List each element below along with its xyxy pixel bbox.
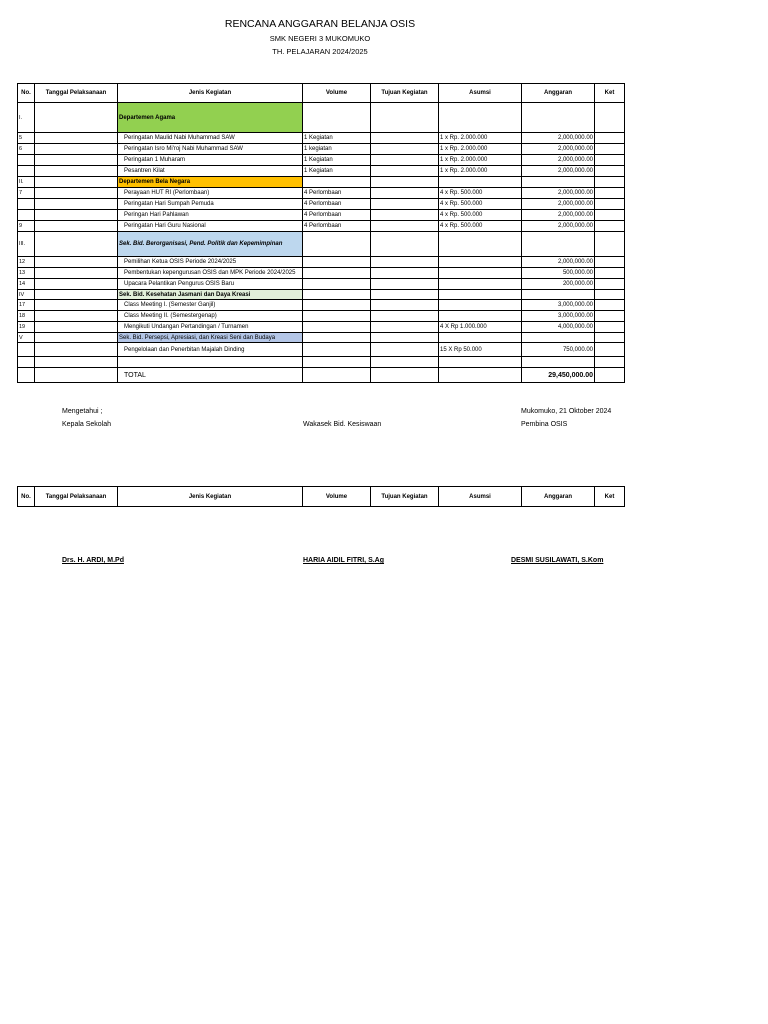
school-name: SMK NEGERI 3 MUKOMUKO <box>269 34 371 43</box>
row-volume: 1 Kegiatan <box>303 166 371 177</box>
row-assumption: 4 x Rp. 500.000 <box>439 199 522 210</box>
row-number <box>18 166 35 177</box>
acknowledged-label: Mengetahui ; <box>62 408 103 415</box>
name-principal: Drs. H. ARDI, M.Pd <box>62 557 124 564</box>
repeated-header-table <box>17 486 625 507</box>
row-budget: 3,000,000.00 <box>522 311 595 322</box>
row-number: 17 <box>18 300 35 311</box>
row-volume: 1 Kegiatan <box>303 133 371 144</box>
row-activity: Upacara Pelantikan Pengurus OSIS Baru <box>118 279 303 290</box>
row-activity: Pemilihan Ketua OSIS Periode 2024/2025 <box>118 257 303 268</box>
row-assumption <box>439 311 522 322</box>
table-row <box>18 155 625 166</box>
row-number: 19 <box>18 322 35 333</box>
row-assumption: 4 x Rp. 500.000 <box>439 210 522 221</box>
row-budget: 2,000,000.00 <box>522 155 595 166</box>
col-header-volume: Volume <box>303 487 371 507</box>
role-principal: Kepala Sekolah <box>62 421 112 428</box>
total-label: TOTAL <box>118 368 303 383</box>
row-activity: Peringatan Hari Sumpah Pemuda <box>118 199 303 210</box>
section-row <box>18 177 625 188</box>
section-row <box>18 103 625 133</box>
section-number: V <box>18 333 35 343</box>
row-activity: Pesantren Kilat <box>118 166 303 177</box>
table-row <box>18 188 625 199</box>
table-row <box>18 199 625 210</box>
col-header-notes: Ket <box>595 84 625 103</box>
role-vice-principal: Wakasek Bid. Kesiswaan <box>303 421 382 428</box>
section-title: Departemen Bela Negara <box>118 177 303 188</box>
col-header-purpose: Tujuan Kegiatan <box>371 84 439 103</box>
row-assumption: 15 X Rp 50.000 <box>439 343 522 357</box>
table-row <box>18 166 625 177</box>
row-activity: Class Meeting I. (Semester Ganjil) <box>118 300 303 311</box>
section-number: IV <box>18 290 35 300</box>
row-activity: Peringatan Maulid Nabi Muhammad SAW <box>118 133 303 144</box>
row-volume: 1 Kegiatan <box>303 155 371 166</box>
col-header-budget: Anggaran <box>522 84 595 103</box>
col-header-notes: Ket <box>595 487 625 507</box>
row-volume <box>303 300 371 311</box>
row-volume <box>303 322 371 333</box>
row-number: 14 <box>18 279 35 290</box>
row-budget: 750,000.00 <box>522 343 595 357</box>
row-volume: 1 kegiatan <box>303 144 371 155</box>
row-assumption: 4 X Rp 1.000.000 <box>439 322 522 333</box>
row-number <box>18 155 35 166</box>
row-budget: 2,000,000.00 <box>522 210 595 221</box>
role-advisor: Pembina OSIS <box>521 421 568 428</box>
repeated-header-row <box>18 487 625 507</box>
budget-table <box>17 83 625 383</box>
col-header-budget: Anggaran <box>522 487 595 507</box>
row-budget: 2,000,000.00 <box>522 221 595 232</box>
row-budget: 2,000,000.00 <box>522 199 595 210</box>
table-row <box>18 257 625 268</box>
section-title: Sek. Bid. Kesehatan Jasmani dan Daya Kreasi <box>118 290 303 300</box>
total-value: 29,450,000.00 <box>522 368 595 383</box>
row-assumption: 4 x Rp. 500.000 <box>439 188 522 199</box>
place-date: Mukomuko, 21 Oktober 2024 <box>521 408 612 415</box>
col-header-activity: Jenis Kegiatan <box>118 84 303 103</box>
row-activity: Peringan Hari Pahlawan <box>118 210 303 221</box>
row-number <box>18 210 35 221</box>
table-row <box>18 210 625 221</box>
table-row <box>18 311 625 322</box>
row-number: 9 <box>18 221 35 232</box>
table-row <box>18 322 625 333</box>
row-budget: 2,000,000.00 <box>522 144 595 155</box>
row-volume: 4 Perlombaan <box>303 188 371 199</box>
table-header-row <box>18 84 625 103</box>
section-row <box>18 333 625 343</box>
row-budget: 2,000,000.00 <box>522 257 595 268</box>
col-header-volume: Volume <box>303 84 371 103</box>
name-vice-principal: HARIA AIDIL FITRI, S.Ag <box>303 557 385 564</box>
row-activity: Peringatan 1 Muharam <box>118 155 303 166</box>
row-budget: 500,000.00 <box>522 268 595 279</box>
row-number: 18 <box>18 311 35 322</box>
document-title: RENCANA ANGGARAN BELANJA OSIS <box>224 18 416 30</box>
row-number: 6 <box>18 144 35 155</box>
section-row <box>18 290 625 300</box>
row-assumption: 1 x Rp. 2.000.000 <box>439 166 522 177</box>
row-activity: Perayaan HUT RI (Perlombaan) <box>118 188 303 199</box>
row-activity: Mengikuti Undangan Pertandingan / Turnamen <box>118 322 303 333</box>
name-advisor: DESMI SUSILAWATI, S.Kom <box>511 557 604 564</box>
row-assumption: 1 x Rp. 2.000.000 <box>439 133 522 144</box>
row-number <box>18 199 35 210</box>
col-header-purpose: Tujuan Kegiatan <box>371 487 439 507</box>
table-row <box>18 343 625 357</box>
col-header-assumption: Asumsi <box>439 487 522 507</box>
table-row <box>18 133 625 144</box>
row-activity: Peringatan Isro Mi'roj Nabi Muhammad SAW <box>118 144 303 155</box>
row-assumption <box>439 257 522 268</box>
section-row <box>18 232 625 257</box>
row-budget: 4,000,000.00 <box>522 322 595 333</box>
row-number: 12 <box>18 257 35 268</box>
col-header-activity: Jenis Kegiatan <box>118 487 303 507</box>
row-volume: 4 Perlombaan <box>303 199 371 210</box>
empty-row <box>18 357 625 368</box>
row-activity: Class Meeting II. (Semestergenap) <box>118 311 303 322</box>
row-volume <box>303 279 371 290</box>
row-assumption <box>439 300 522 311</box>
row-activity: Pembentukan kepengurusan OSIS dan MPK Periode 2024/2025 <box>118 268 303 279</box>
table-row <box>18 221 625 232</box>
row-volume <box>303 311 371 322</box>
row-assumption: 1 x Rp. 2.000.000 <box>439 144 522 155</box>
table-row <box>18 268 625 279</box>
table-row <box>18 279 625 290</box>
row-number <box>18 343 35 357</box>
row-assumption: 1 x Rp. 2.000.000 <box>439 155 522 166</box>
row-volume: 4 Perlombaan <box>303 221 371 232</box>
section-number: II. <box>18 177 35 188</box>
row-number: 13 <box>18 268 35 279</box>
row-activity: Pengelolaan dan Penerbitan Majalah Dinding <box>118 343 303 357</box>
row-budget: 2,000,000.00 <box>522 166 595 177</box>
row-budget: 200,000.00 <box>522 279 595 290</box>
col-header-date: Tanggal Pelaksanaan <box>35 487 118 507</box>
row-budget: 3,000,000.00 <box>522 300 595 311</box>
section-title: Sek. Bid. Persepsi, Apresiasi, dan Kreasi Seni dan Budaya <box>118 333 303 343</box>
col-header-assumption: Asumsi <box>439 84 522 103</box>
total-row <box>18 368 625 383</box>
section-number: I. <box>18 103 35 133</box>
row-volume <box>303 343 371 357</box>
row-volume: 4 Perlombaan <box>303 210 371 221</box>
academic-year: TH. PELAJARAN 2024/2025 <box>272 47 368 56</box>
section-title: Departemen Agama <box>118 103 303 133</box>
section-number: III. <box>18 232 35 257</box>
row-volume <box>303 268 371 279</box>
row-volume <box>303 257 371 268</box>
table-row <box>18 144 625 155</box>
row-assumption: 4 x Rp. 500.000 <box>439 221 522 232</box>
row-assumption <box>439 268 522 279</box>
row-number: 7 <box>18 188 35 199</box>
col-header-no: No. <box>18 84 35 103</box>
row-budget: 2,000,000.00 <box>522 133 595 144</box>
row-activity: Peringatan Hari Guru Nasional <box>118 221 303 232</box>
col-header-date: Tanggal Pelaksanaan <box>35 84 118 103</box>
table-row <box>18 300 625 311</box>
row-number: 5 <box>18 133 35 144</box>
row-budget: 2,000,000.00 <box>522 188 595 199</box>
col-header-no: No. <box>18 487 35 507</box>
section-title: Sek. Bid. Berorganisasi, Pend. Politik dan Kepemimpinan <box>118 232 303 257</box>
row-assumption <box>439 279 522 290</box>
